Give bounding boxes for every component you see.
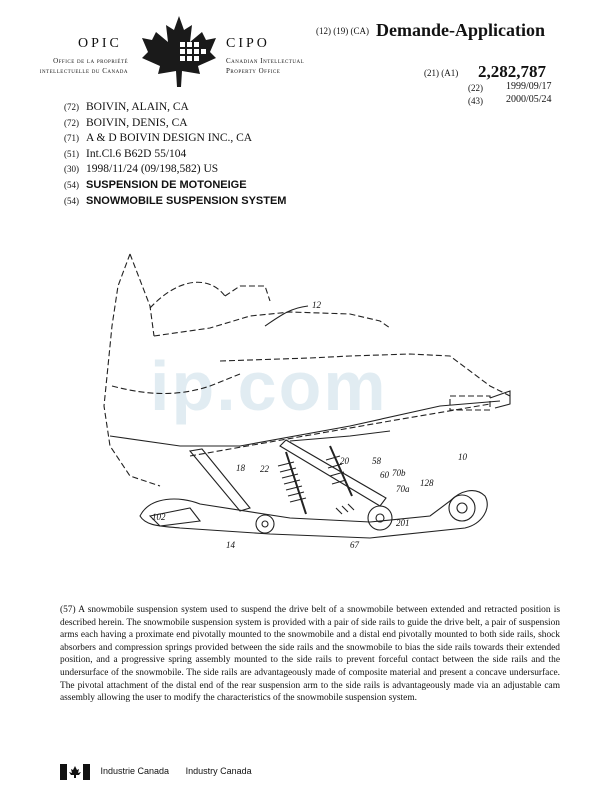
office-name-en — [226, 56, 336, 76]
biblio-row — [64, 194, 286, 210]
biblio-code: (72) — [64, 117, 79, 128]
office-name-fr — [20, 56, 128, 76]
ref-label: 12 — [312, 300, 321, 310]
document-type-title: Demande-Application — [376, 20, 546, 40]
title-en: SNOWMOBILE SUSPENSION SYSTEM — [86, 194, 287, 207]
ref-label: 10 — [458, 452, 467, 462]
bibliographic-data — [64, 100, 286, 209]
opic-label: OPIC — [78, 36, 122, 51]
int-classification: Int.Cl.6 B62D 55/104 — [86, 147, 187, 160]
open-date-code: (43) — [468, 96, 483, 106]
cipo-label: CIPO — [226, 36, 270, 51]
title-fr: SUSPENSION DE MOTONEIGE — [86, 178, 247, 191]
watermark: ip.com — [150, 347, 388, 425]
biblio-code: (51) — [64, 148, 79, 159]
filed-date-code: (22) — [468, 83, 483, 93]
office-fr-line1: Office de la propriété — [53, 57, 128, 65]
ref-label: 70b — [392, 468, 406, 478]
inventor: BOIVIN, DENIS, CA — [86, 116, 188, 129]
biblio-code: (71) — [64, 133, 79, 144]
footer-industry-canada: Industry Canada — [185, 766, 252, 777]
footer-industrie-canada: Industrie Canada — [100, 766, 170, 777]
snowmobile-drawing — [90, 246, 550, 566]
biblio-row — [64, 147, 286, 163]
ref-label: 70a — [396, 484, 410, 494]
biblio-code: (30) — [64, 164, 79, 175]
biblio-row — [64, 116, 286, 132]
ref-label: 60 — [380, 470, 389, 480]
ref-label: 102 — [152, 512, 166, 522]
footer — [60, 764, 252, 780]
ref-label: 128 — [420, 478, 434, 488]
biblio-row — [64, 100, 286, 116]
maple-leaf-logo-icon — [140, 14, 218, 88]
applicant: A & D BOIVIN DESIGN INC., CA — [86, 132, 253, 145]
idler-wheel-icon — [368, 506, 392, 530]
open-date: 2000/05/24 — [506, 94, 552, 105]
abstract-text: (57) A snowmobile suspension system used to suspend the drive belt of a snowmobile between extended and retracted position is described herein. The snowmobile suspension system is provided with a pair of side rails to guide the drive belt, a pair of suspension arms each having a proximate end pivotally mounted to the snowmobile and a distal end pivotally mounted to both side rails, shock absorbers and compression springs provided between the side rails and the snowmobile to bias the side rails towards their extended position, and a progressive spring assembly mounted to the side rails to prevent forceful contact between the side rails and the undersurface of the snowmobile. The side rails are advantageously made of composite material and present a concave undersurface. The pivotal attachment of the distal end of the rear suspension arm to the side rails is advantageously made via an adjustable cam assembly allowing the user to modify the characteristics of the snowmobile suspension system. — [60, 605, 560, 704]
biblio-row — [64, 178, 286, 194]
rear-suspension-arm — [280, 440, 386, 506]
patent-number-code: (21) (A1) — [424, 68, 459, 78]
office-fr-line2: intellectuelle du Canada — [39, 67, 128, 75]
biblio-row — [64, 131, 286, 147]
office-en-line2: Property Office — [226, 67, 281, 75]
biblio-code: (54) — [64, 195, 79, 206]
patent-number: 2,282,787 — [478, 62, 546, 81]
office-en-line1: Canadian Intellectual — [226, 57, 305, 65]
ref-label: 20 — [340, 456, 349, 466]
biblio-code: (72) — [64, 102, 79, 112]
filed-date: 1999/09/17 — [506, 81, 552, 92]
biblio-row — [64, 162, 286, 178]
priority: 1998/11/24 (09/198,582) US — [86, 163, 219, 176]
ref-label: 58 — [372, 456, 381, 466]
inventor: BOIVIN, ALAIN, CA — [86, 101, 189, 113]
seat-outline — [154, 312, 390, 336]
ref-label: 201 — [396, 518, 410, 528]
header-codes: (12) (19) (CA) — [316, 26, 369, 36]
ref-label: 18 — [236, 463, 245, 473]
body-front-outline — [104, 254, 160, 486]
ref-label: 14 — [226, 540, 235, 550]
canada-flag-icon — [60, 764, 90, 780]
ref-label: 22 — [260, 464, 269, 474]
front-suspension-arm — [190, 449, 250, 511]
ref-label: 67 — [350, 540, 359, 550]
biblio-code: (54) — [64, 179, 79, 190]
